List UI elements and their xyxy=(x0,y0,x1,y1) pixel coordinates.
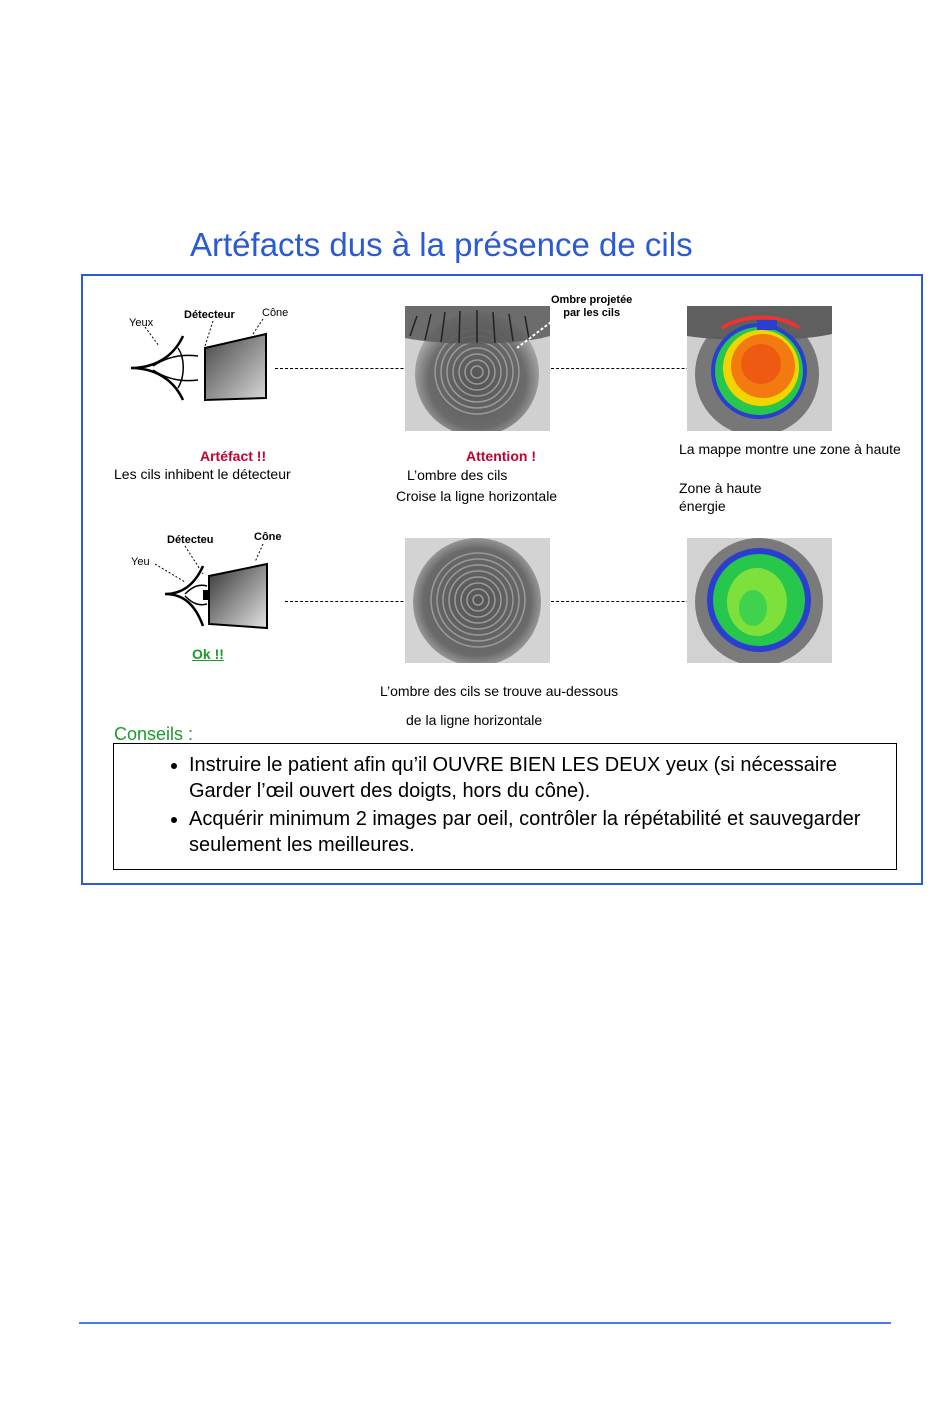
row2-detector-label: Détecteu xyxy=(167,534,214,546)
row2-caption-line2: de la ligne horizontale xyxy=(406,712,543,728)
row2-topography-map xyxy=(687,538,832,663)
row1-cone-label: Cône xyxy=(262,307,289,319)
row1-eye-label: Yeux xyxy=(129,317,154,329)
row2-placido-image xyxy=(405,538,550,663)
row1-caption: Les cils inhibent le détecteur xyxy=(114,466,291,482)
attention-line2: Croise la ligne horizontale xyxy=(396,488,558,504)
shadow-note-line1: Ombre projetée xyxy=(551,294,633,306)
row1-verdict: Artéfact !! xyxy=(200,448,267,464)
conseils-box xyxy=(113,743,897,870)
shadow-note-line2: par les cils xyxy=(563,307,621,319)
attention-label: Attention ! xyxy=(466,448,536,464)
shadow-note xyxy=(551,294,632,320)
row2-eye-label: Yeu xyxy=(131,556,150,568)
conseils-item: • Acquérir minimum 2 images par oeil, contrôler la répétabilité et sauvegarder seulement les meilleures. xyxy=(189,806,896,858)
row1-eye-cone-diagram xyxy=(123,316,273,406)
row1-topography-map xyxy=(687,306,832,431)
conseils-item: • Instruire le patient afin qu’il OUVRE BIEN LES DEUX yeux (si nécessaire Garder l’œil ouvert des doigts, hors du cône). xyxy=(189,752,896,804)
footer-rule xyxy=(79,1322,891,1324)
zone-line1: Zone à haute xyxy=(679,480,762,496)
zone-line2: énergie xyxy=(679,498,726,514)
row2-verdict: Ok !! xyxy=(192,646,224,662)
row1-detector-label: Détecteur xyxy=(184,309,235,321)
artefacts-figure xyxy=(81,274,923,885)
row2-eye-cone-diagram xyxy=(155,544,275,634)
row2-caption-line1: L’ombre des cils se trouve au-dessous xyxy=(380,683,619,699)
attention-line1: L’ombre des cils xyxy=(407,467,508,483)
conseils-title: Conseils : xyxy=(114,724,194,744)
map-caption: La mappe montre une zone à haute xyxy=(679,441,901,457)
page-title: Artéfacts dus à la présence de cils xyxy=(190,226,693,263)
row2-cone-label: Cône xyxy=(254,531,282,543)
shadow-pointer xyxy=(513,320,553,350)
conseils-list xyxy=(114,752,896,858)
